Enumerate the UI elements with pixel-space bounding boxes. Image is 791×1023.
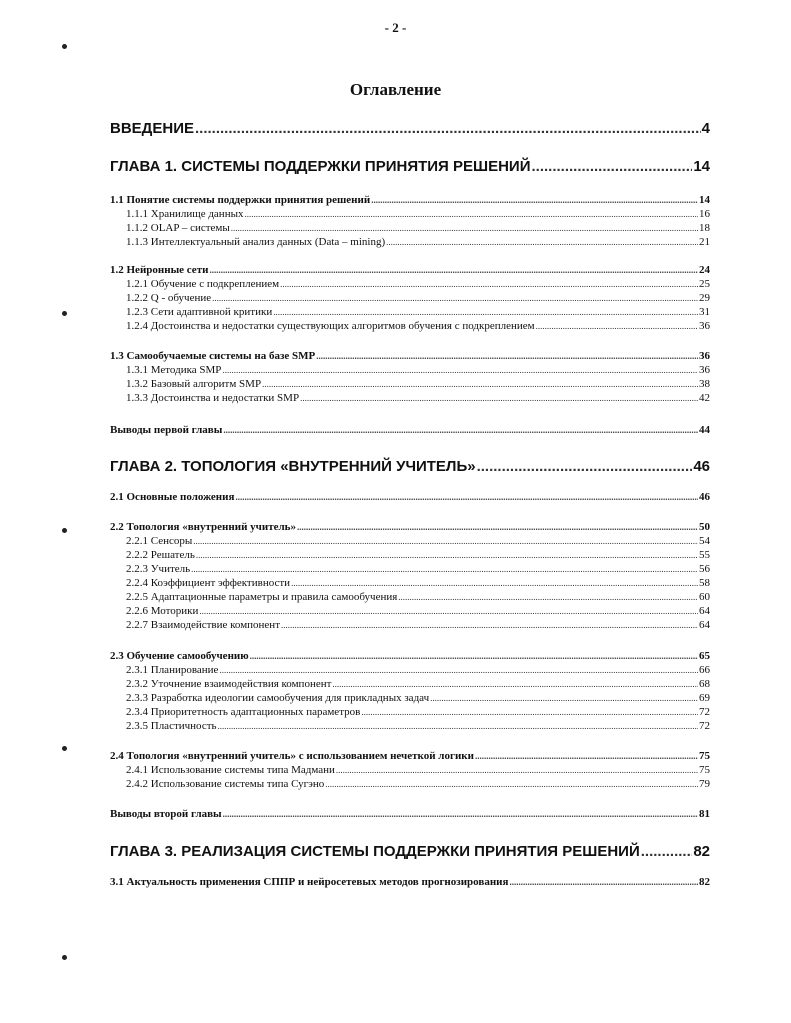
toc-entry-title: 2.2.4 Коэффициент эффективности <box>126 577 291 589</box>
toc-entry-title: 2.1 Основные положения <box>110 491 235 503</box>
toc-entry-page: 44 <box>699 424 710 436</box>
toc-entry-subsection <box>110 320 710 332</box>
toc-entry-subsection <box>110 392 710 404</box>
toc-entry-subsection <box>110 364 710 376</box>
toc-entry-page: 81 <box>699 808 710 820</box>
toc-entry-page: 55 <box>699 549 710 561</box>
toc-entry-page: 42 <box>699 392 710 404</box>
toc-entry-title: 1.3 Самообучаемые системы на базе SMP <box>110 350 316 362</box>
toc-entry-section <box>110 424 710 436</box>
toc-entry-title: ВВЕДЕНИЕ <box>110 120 194 137</box>
toc-entry-title: ГЛАВА 3. РЕАЛИЗАЦИЯ СИСТЕМЫ ПОДДЕРЖКИ ПРИНЯТИЯ РЕШЕНИЙ <box>110 843 640 860</box>
toc-entry-title: 2.4.2 Использование системы типа Сугэно <box>126 778 325 790</box>
toc-entry-title: Выводы второй главы <box>110 808 222 820</box>
toc-entry-page: 75 <box>699 750 710 762</box>
toc-entry-title: 1.2.1 Обучение с подкреплением <box>126 278 280 290</box>
toc-entry-page: 14 <box>693 158 710 175</box>
toc-entry-subsection <box>110 692 710 704</box>
toc-entry-subsection <box>110 306 710 318</box>
toc-entry-page: 79 <box>699 778 710 790</box>
toc-entry-section <box>110 876 710 888</box>
toc-entry-title: 1.2.3 Сети адаптивной критики <box>126 306 273 318</box>
toc-entry-title: 2.2.6 Моторики <box>126 605 199 617</box>
toc-entry-section <box>110 194 710 206</box>
toc-entry-subsection <box>110 706 710 718</box>
toc-entry-page: 69 <box>699 692 710 704</box>
toc-entry-title: 2.3.5 Пластичность <box>126 720 217 732</box>
toc-entry-page: 36 <box>699 350 710 362</box>
toc-entry-title: 1.1.1 Хранилище данных <box>126 208 244 220</box>
toc-entry-title: 2.4.1 Использование системы типа Мадмани <box>126 764 335 776</box>
toc-entry-title: 2.2.1 Сенсоры <box>126 535 193 547</box>
toc-entry-title: 1.1.2 OLAP – системы <box>126 222 230 234</box>
toc-entry-subsection <box>110 664 710 676</box>
toc-entry-title: 1.3.3 Достоинства и недостатки SMP <box>126 392 300 404</box>
toc-entry-title: 2.2.3 Учитель <box>126 563 191 575</box>
scan-mark <box>62 44 67 49</box>
toc-entry-page: 50 <box>699 521 710 533</box>
toc-entry-subsection <box>110 378 710 390</box>
toc-entry-title: 1.2 Нейронные сети <box>110 264 209 276</box>
toc-entry-page: 54 <box>699 535 710 547</box>
toc-entry-section <box>110 264 710 276</box>
toc-entry-subsection <box>110 549 710 561</box>
toc-entry-section <box>110 350 710 362</box>
toc-entry-section <box>110 808 710 820</box>
page-number: - 2 - <box>384 20 407 35</box>
toc-entry-title: 1.1.3 Интеллектуальный анализ данных (Data – mining) <box>126 236 386 248</box>
toc-entry-page: 64 <box>699 619 710 631</box>
toc-entry-title: 2.2 Топология «внутренний учитель» <box>110 521 296 533</box>
toc-entry-subsection <box>110 292 710 304</box>
toc-entry-title: 1.2.4 Достоинства и недостатки существующих алгоритмов обучения с подкреплением <box>126 320 535 332</box>
scan-mark <box>62 311 67 316</box>
toc-entry-title: 1.1 Понятие системы поддержки принятия решений <box>110 194 371 206</box>
toc-entry-page: 24 <box>699 264 710 276</box>
toc-entry-subsection <box>110 678 710 690</box>
toc-entry-subsection <box>110 208 710 220</box>
toc-entry-title: 2.2.2 Решатель <box>126 549 195 561</box>
toc-entry-page: 21 <box>699 236 710 248</box>
page-title: Оглавление <box>349 80 442 99</box>
toc-entry-page: 46 <box>699 491 710 503</box>
toc-entry-chapter <box>110 458 710 475</box>
toc-entry-page: 58 <box>699 577 710 589</box>
toc-entry-page: 72 <box>699 706 710 718</box>
toc-entry-section <box>110 491 710 503</box>
toc-entry-section <box>110 650 710 662</box>
toc-entry-page: 46 <box>693 458 710 475</box>
toc-entry-page: 66 <box>699 664 710 676</box>
toc-entry-chapter <box>110 843 710 860</box>
toc-entry-page: 38 <box>699 378 710 390</box>
toc-entry-title: 2.3.4 Приоритетность адаптационных параметров <box>126 706 361 718</box>
toc-entry-title: ГЛАВА 2. ТОПОЛОГИЯ «ВНУТРЕННИЙ УЧИТЕЛЬ» <box>110 458 476 475</box>
toc-entry-page: 82 <box>693 843 710 860</box>
toc-entry-page: 25 <box>699 278 710 290</box>
toc-entry-subsection <box>110 535 710 547</box>
toc-entry-title: 2.3.3 Разработка идеологии самообучения для прикладных задач <box>126 692 430 704</box>
toc-entry-page: 56 <box>699 563 710 575</box>
toc-entry-title: 1.3.1 Методика SMP <box>126 364 222 376</box>
toc-entry-page: 75 <box>699 764 710 776</box>
toc-entry-subsection <box>110 591 710 603</box>
toc-entry-chapter <box>110 158 710 175</box>
toc-entry-subsection <box>110 222 710 234</box>
scan-mark <box>62 746 67 751</box>
scan-mark <box>62 528 67 533</box>
toc-entry-page: 60 <box>699 591 710 603</box>
toc-entry-page: 36 <box>699 320 710 332</box>
toc-entry-title: Выводы первой главы <box>110 424 223 436</box>
toc-entry-title: 1.2.2 Q - обучение <box>126 292 212 304</box>
toc-entry-page: 64 <box>699 605 710 617</box>
toc-entry-title: 2.3 Обучение самообучению <box>110 650 249 662</box>
toc-entry-title: 2.2.7 Взаимодействие компонент <box>126 619 280 631</box>
toc-entry-title: 2.4 Топология «внутренний учитель» с использованием нечеткой логики <box>110 750 474 762</box>
toc-entry-subsection <box>110 778 710 790</box>
toc-entry-title: 2.3.1 Планирование <box>126 664 219 676</box>
toc-entry-page: 29 <box>699 292 710 304</box>
toc-entry-page: 31 <box>699 306 710 318</box>
toc-entry-subsection <box>110 619 710 631</box>
toc-entry-section <box>110 521 710 533</box>
toc-entry-page: 14 <box>699 194 710 206</box>
toc-entry-page: 82 <box>699 876 710 888</box>
toc-entry-page: 16 <box>699 208 710 220</box>
toc-entry-page: 18 <box>699 222 710 234</box>
toc-entry-section <box>110 750 710 762</box>
scan-mark <box>62 955 67 960</box>
toc-entry-subsection <box>110 764 710 776</box>
toc-entry-page: 36 <box>699 364 710 376</box>
toc-entry-subsection <box>110 236 710 248</box>
toc-entry-page: 72 <box>699 720 710 732</box>
toc-entry-subsection <box>110 577 710 589</box>
toc-entry-title: ГЛАВА 1. СИСТЕМЫ ПОДДЕРЖКИ ПРИНЯТИЯ РЕШЕНИЙ <box>110 158 531 175</box>
toc-entry-chapter <box>110 120 710 137</box>
toc-entry-title: 2.2.5 Адаптационные параметры и правила самообучения <box>126 591 398 603</box>
toc-entry-subsection <box>110 605 710 617</box>
toc-entry-title: 2.3.2 Уточнение взаимодействия компонент <box>126 678 332 690</box>
toc-entry-page: 65 <box>699 650 710 662</box>
toc-entry-page: 4 <box>701 120 710 137</box>
toc-entry-title: 1.3.2 Базовый алгоритм SMP <box>126 378 262 390</box>
toc-entry-page: 68 <box>699 678 710 690</box>
toc-entry-subsection <box>110 720 710 732</box>
toc-entry-subsection <box>110 563 710 575</box>
toc-entry-subsection <box>110 278 710 290</box>
toc-entry-title: 3.1 Актуальность применения СППР и нейросетевых методов прогнозирования <box>110 876 509 888</box>
